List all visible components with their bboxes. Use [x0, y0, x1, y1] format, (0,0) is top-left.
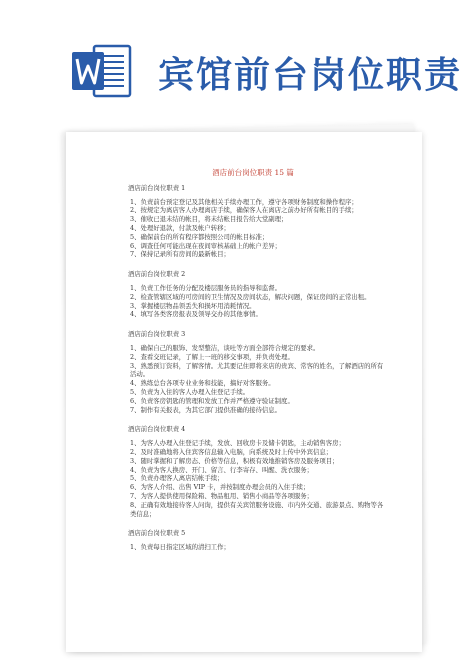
list-item: 7、制作有关报表，为其它部门提供准确的接待信息。 — [130, 405, 282, 414]
list-item: 2、查看交班记录，了解上一班的移交事项，并负责处理。 — [130, 352, 294, 361]
document-title: 酒店前台岗位职责 15 篇 — [212, 168, 294, 177]
document-body — [118, 169, 388, 555]
section-items — [118, 198, 388, 260]
section-gap — [118, 262, 388, 270]
list-item: 3、催收已退未结的帐目，将未结帐目报告给大堂副理； — [130, 215, 288, 224]
list-item: 6、负责客房钥匙的管理和发放工作并严格遵守验证制度。 — [130, 396, 294, 405]
section-heading: 酒店前台岗位职责 2 — [128, 270, 186, 279]
list-item: 1、负责前台预定登记及其他相关手续办理工作，遵守各项财务制度和操作程序； — [130, 197, 358, 206]
section-heading: 酒店前台岗位职责 5 — [128, 529, 186, 538]
list-item: 5、负责办理客人离店结帐手续； — [130, 474, 224, 483]
list-item: 2、检查管辖区域的可房间的卫生情况及房间状态，解决问题，保证房间的正常出租。 — [130, 292, 371, 301]
document-sheet — [66, 132, 422, 652]
page-header — [0, 0, 474, 130]
list-item: 1、为客人办理入住登记手续，发放、回收房卡及储卡钥匙，主动销售客房； — [130, 439, 345, 448]
list-item: 7、为客人提供使用保险箱、物品租用、销售小商品等各项服务； — [130, 491, 314, 500]
list-item: 4、负责为客人换房、开门、留言、行李寄存、叫醒、洗衣服务； — [130, 465, 314, 474]
list-item: 3、掌握楼层物品领丢失和损坏用消耗情况。 — [130, 301, 256, 310]
list-item: 4、熟练总台各项专业业务和技能，搞好对客服务。 — [130, 379, 275, 388]
list-item: 5、确保前台的所有程序都按照公司的帐目标准； — [130, 232, 269, 241]
list-item: 1、负责工作任务的分配及楼层服务员的指导和监督。 — [130, 283, 282, 292]
list-item: 2、及时准确地将入住宾客信息输入电脑，向系统及时上传中外宾信息； — [130, 447, 333, 456]
list-item: 7、保持记录所有房间的最新帐目； — [130, 250, 230, 259]
section-items — [118, 543, 388, 552]
section-heading: 酒店前台岗位职责 3 — [128, 330, 186, 339]
page-title: 宾馆前台岗位职责 — [158, 54, 463, 96]
list-item: 3、随时掌握和了解房态、价格等信息，积极有效地推销客房及服务项目； — [130, 456, 339, 465]
section-items — [118, 344, 388, 414]
list-item: 5、负责为入住的客人办理入住登记手续。 — [130, 387, 250, 396]
list-item: 1、确保自己的服饰、发型整洁，谈吐等方面全部符合规定的要求。 — [130, 343, 320, 352]
list-item: 4、处理好退款，付款及帐户转移； — [130, 223, 230, 232]
section-heading: 酒店前台岗位职责 1 — [128, 183, 186, 192]
section-heading: 酒店前台岗位职责 4 — [128, 425, 186, 434]
list-item: 1、负责每日指定区域的清扫工作； — [130, 543, 230, 552]
section-gap — [118, 322, 388, 330]
list-item: 6、调查任何可能出现在夜间审核基础上的帐户差异； — [130, 241, 282, 250]
list-item: 4、填写各类客房报表及领导交办的其他事情。 — [130, 310, 262, 319]
list-item: 8、正确有效地接待客人问询，提供有关宾馆服务设施、市内外交通、旅游景点、购物等各类信息； — [130, 500, 384, 518]
list-item: 6、为客人介绍、出售 VIP 卡，并按制度办理会员的入住手续； — [130, 483, 310, 492]
word-doc-icon — [72, 44, 132, 98]
section-items — [118, 284, 388, 319]
list-item: 3、熟悉预订资料，了解客情。尤其要记住即将来店的贵宾、常客的姓名，了解酒店的所有活动。 — [130, 361, 384, 379]
section-items — [118, 439, 388, 518]
list-item: 2、按规定为离店客人办理离店手续，确保客人在离店之前办好所有帐目的手续； — [130, 206, 358, 215]
